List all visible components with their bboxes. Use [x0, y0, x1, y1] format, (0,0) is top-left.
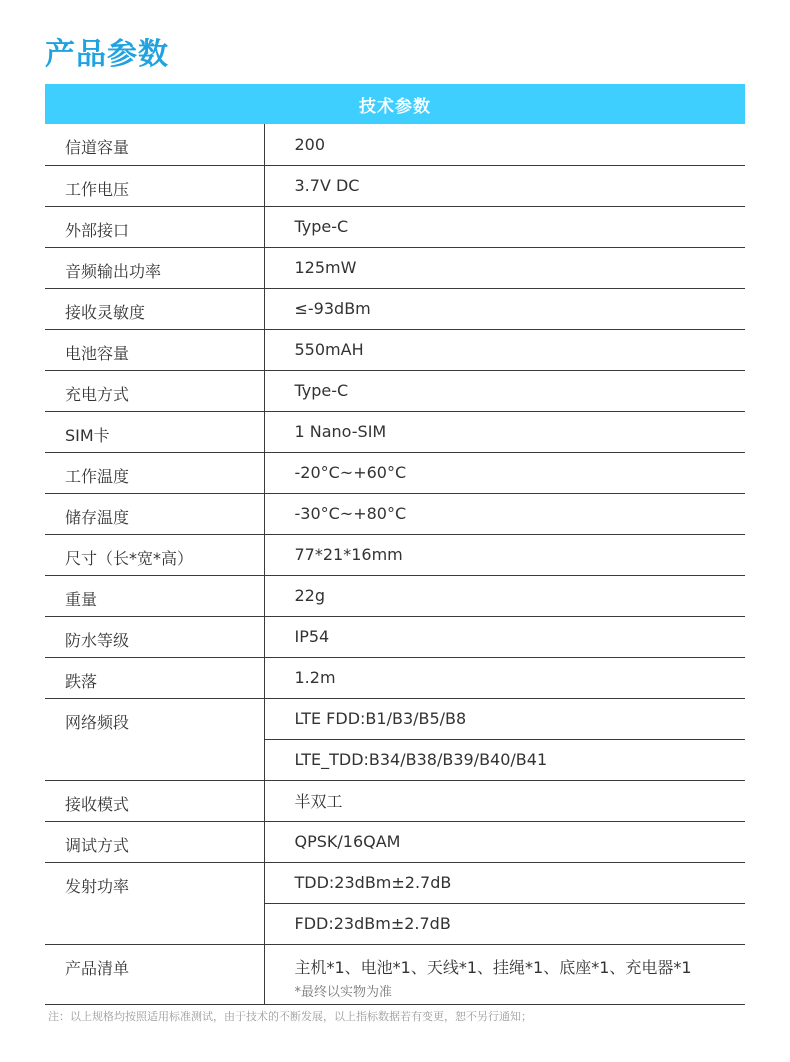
row-label: 外部接口	[45, 206, 264, 247]
table-row	[45, 452, 745, 493]
page-title: 产品参数	[45, 37, 169, 72]
table-row	[45, 411, 745, 452]
table-row	[45, 124, 745, 165]
row-label: 防水等级	[45, 616, 264, 657]
row-label: 电池容量	[45, 329, 264, 370]
table-row	[45, 370, 745, 411]
row-label: SIM卡	[45, 411, 264, 452]
row-value: LTE_TDD:B34/B38/B39/B40/B41	[264, 739, 745, 780]
table-header-row	[45, 84, 745, 124]
row-label: 信道容量	[45, 124, 264, 165]
row-value: 125mW	[264, 247, 745, 288]
row-value: 550mAH	[264, 329, 745, 370]
row-label: 接收模式	[45, 780, 264, 821]
table-row	[45, 657, 745, 698]
table-row	[45, 944, 745, 1004]
row-value: IP54	[264, 616, 745, 657]
row-value: 22g	[264, 575, 745, 616]
spec-table	[45, 84, 745, 1005]
row-label: 发射功率	[45, 862, 264, 944]
row-label: 工作电压	[45, 165, 264, 206]
table-row	[45, 165, 745, 206]
row-label: 跌落	[45, 657, 264, 698]
row-value: Type-C	[264, 206, 745, 247]
row-label: 接收灵敏度	[45, 288, 264, 329]
row-label: 网络频段	[45, 698, 264, 780]
row-value: 1 Nano-SIM	[264, 411, 745, 452]
table-row	[45, 247, 745, 288]
row-label: 音频输出功率	[45, 247, 264, 288]
row-value: FDD:23dBm±2.7dB	[264, 903, 745, 944]
table-row	[45, 534, 745, 575]
table-row	[45, 575, 745, 616]
row-value: 3.7V DC	[264, 165, 745, 206]
row-value: TDD:23dBm±2.7dB	[264, 862, 745, 903]
table-row	[45, 862, 745, 903]
row-label: 产品清单	[45, 944, 264, 1004]
table-row	[45, 780, 745, 821]
row-value: 主机*1、电池*1、天线*1、挂绳*1、底座*1、充电器*1	[294, 957, 692, 977]
row-label: 工作温度	[45, 452, 264, 493]
row-label: 充电方式	[45, 370, 264, 411]
row-value: 77*21*16mm	[264, 534, 745, 575]
row-value: 半双工	[264, 780, 745, 821]
row-value: -20°C~+60°C	[264, 452, 745, 493]
table-row	[45, 821, 745, 862]
row-value: Type-C	[264, 370, 745, 411]
row-value: 200	[264, 124, 745, 165]
table-row	[45, 493, 745, 534]
row-value-note: *最终以实物为准	[294, 984, 393, 1000]
table-row	[45, 288, 745, 329]
footnote: 注：以上规格均按照适用标准测试，由于技术的不断发展，以上指标数据若有变更，恕不另行通知；	[48, 1010, 532, 1023]
row-label: 储存温度	[45, 493, 264, 534]
row-value: ≤-93dBm	[264, 288, 745, 329]
table-row	[45, 616, 745, 657]
row-label: 尺寸（长*宽*高）	[45, 534, 264, 575]
table-row	[45, 329, 745, 370]
row-label: 调试方式	[45, 821, 264, 862]
table-header: 技术参数	[45, 84, 745, 124]
row-value: -30°C~+80°C	[264, 493, 745, 534]
table-row	[45, 206, 745, 247]
row-value: LTE FDD:B1/B3/B5/B8	[264, 698, 745, 739]
row-value: 1.2m	[264, 657, 745, 698]
row-value-group	[264, 944, 745, 1004]
row-value: QPSK/16QAM	[264, 821, 745, 862]
row-label: 重量	[45, 575, 264, 616]
table-row	[45, 698, 745, 739]
